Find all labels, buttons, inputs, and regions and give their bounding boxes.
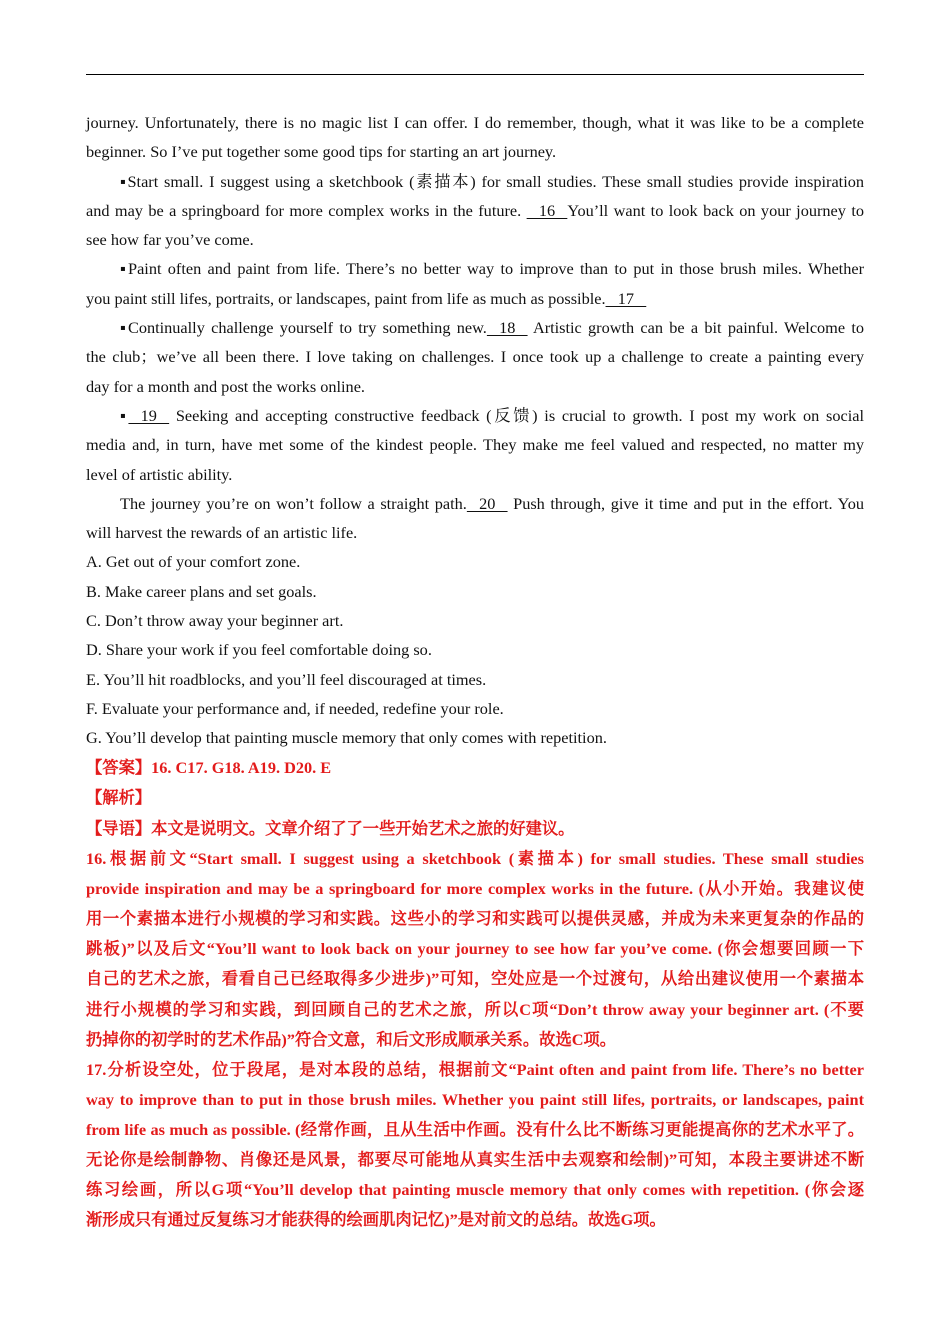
intro-line: 【导语】本文是说明文。文章介绍了了一些开始艺术之旅的好建议。 [86, 818, 575, 838]
passage-line [86, 518, 864, 547]
passage-text: Seeking and accepting constructive feedback (反馈) is crucial to growth. I post my work on social [169, 405, 864, 425]
option-item: B. Make career plans and set goals. [86, 581, 317, 601]
analysis-label: 【解析】 [86, 788, 152, 808]
analysis-line: 跳板)”以及后文“You’ll want to look back on your journey to see how far you’ve come. (你会想要回顾一下 [86, 939, 864, 959]
passage-line [86, 196, 864, 225]
option-item: A. Get out of your comfort zone. [86, 552, 301, 572]
passage-text: You’ll want to look back on your journey to [567, 200, 864, 220]
answer-line: 【答案】16. C17. G18. A19. D20. E [86, 757, 332, 777]
passage-text: will harvest the rewards of an artistic life. [86, 523, 358, 543]
option-item: C. Don’t throw away your beginner art. [86, 611, 344, 631]
analysis-line: 练习绘画，所以G项“You’ll develop that painting muscle memory that only comes with repetition. (你会逐 [86, 1180, 864, 1200]
passage-text: ▪Paint often and paint from life. There’s no better way to improve than to put in those brush miles. Whether [120, 259, 864, 279]
passage-text: the club；we’ve all been there. I love taking on challenges. I once took up a challenge to create a painting every [86, 347, 864, 367]
analysis-line: way to improve than to put in those brush miles. Whether you paint still lifes, portraits, or landscapes, paint [86, 1089, 864, 1109]
passage-text: ▪ [120, 405, 129, 425]
analysis-line: 渐形成只有通过反复练习才能获得的绘画肌肉记忆)”是对前文的总结。故选G项。 [86, 1210, 666, 1230]
passage-text: Push through, give it time and put in the effort. You [507, 493, 864, 513]
answer-blank: 17 [605, 288, 647, 308]
passage-text: ▪Continually challenge yourself to try something new. [120, 318, 487, 338]
passage-line [86, 489, 864, 518]
analysis-line: 无论你是绘制静物、肖像还是风景，都要尽可能地从真实生活中去观察和绘制)”可知，本段主要讲述不断 [86, 1149, 864, 1169]
passage-text: day for a month and post the works online. [86, 376, 365, 396]
option-item: D. Share your work if you feel comfortable doing so. [86, 640, 432, 660]
passage-text: journey. Unfortunately, there is no magic list I can offer. I do remember, though, what it was like to be a complete [86, 113, 864, 132]
passage-text: and may be a springboard for more complex works in the future. [86, 200, 527, 220]
analysis-line: provide inspiration and may be a springboard for more complex works in the future. (从小开始。我建议使 [86, 879, 864, 899]
option-item: G. You’ll develop that painting muscle memory that only comes with repetition. [86, 728, 607, 748]
analysis-line: 自己的艺术之旅，看看自己已经取得多少进步)”可知，空处应是一个过渡句，从给出建议使用一个素描本 [86, 969, 864, 989]
passage-text: see how far you’ve come. [86, 230, 254, 250]
analysis-line: 扔掉你的初学时的艺术作品)”符合文意，和后文形成顺承关系。故选C项。 [86, 1029, 617, 1049]
passage-line [86, 342, 864, 371]
analysis-line: 用一个素描本进行小规模的学习和实践。这些小的学习和实践可以提供灵感，并成为未来更复杂的作品的 [86, 909, 864, 929]
option-item: E. You’ll hit roadblocks, and you’ll feel discouraged at times. [86, 669, 487, 689]
passage-line [86, 225, 864, 254]
document-body [86, 108, 864, 1235]
answer-blank: 16 [526, 200, 568, 220]
passage-line [86, 430, 864, 459]
analysis-line: 进行小规模的学习和实践，到回顾自己的艺术之旅，所以C项“Don’t throw away your beginner art. (不要 [86, 999, 864, 1019]
analysis-line: from life as much as possible. (经常作画，且从生活中作画。没有什么比不断练习更能提高你的艺术水平了。 [86, 1119, 864, 1139]
analysis-line: 17.分析设空处，位于段尾，是对本段的总结，根据前文“Paint often and paint from life. There’s no better [86, 1059, 864, 1079]
passage-text: media and, in turn, have met some of the kindest people. They make me feel valued and respected, no matter my [86, 435, 864, 455]
options-list [86, 547, 864, 752]
passage-text: Artistic growth can be a bit painful. Welcome to [527, 318, 864, 338]
passage-line [86, 137, 864, 166]
answer-blank: 19 [128, 405, 170, 425]
passage-text: beginner. So I’ve put together some good tips for starting an art journey. [86, 142, 557, 162]
option-item: F. Evaluate your performance and, if needed, redefine your role. [86, 698, 504, 718]
answer-blank: 18 [486, 318, 528, 338]
passage-line [86, 284, 864, 313]
analysis-line: 16.根据前文“Start small. I suggest using a sketchbook (素描本) for small studies. These small studies [86, 849, 864, 869]
passage-text: ▪Start small. I suggest using a sketchbook (素描本) for small studies. These small studies provide inspiration [120, 171, 864, 191]
passage-line [86, 167, 864, 196]
passage-line [86, 401, 864, 430]
passage-line [86, 372, 864, 401]
passage-line [86, 254, 864, 283]
passage-text: level of artistic ability. [86, 464, 233, 484]
analysis-text [86, 844, 864, 1235]
passage-line [86, 313, 864, 342]
passage-line [86, 108, 864, 137]
passage-line [86, 460, 864, 489]
passage-text: you paint still lifes, portraits, or landscapes, paint from life as much as possible. [86, 288, 606, 308]
passage-text: The journey you’re on won’t follow a straight path. [120, 493, 467, 513]
answer-blank: 20 [466, 493, 508, 513]
passage [86, 108, 864, 547]
header-rule [86, 74, 864, 75]
